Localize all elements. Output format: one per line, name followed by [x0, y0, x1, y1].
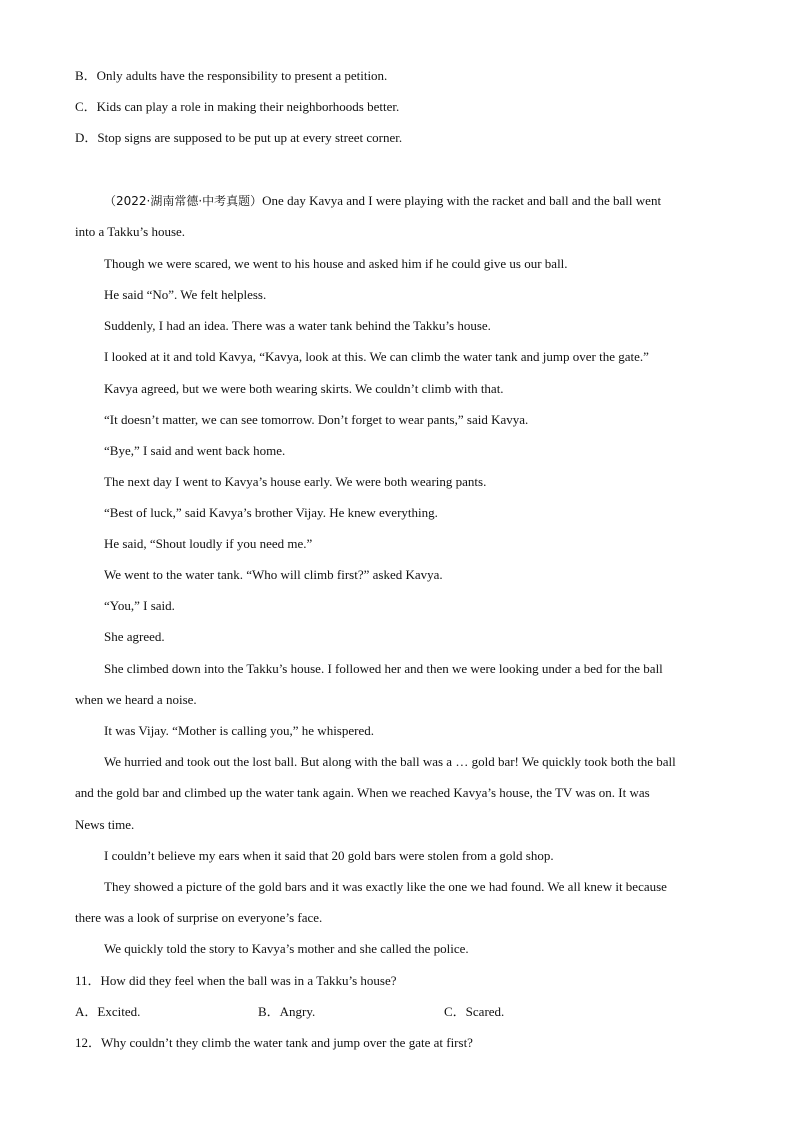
option-c-prev: C．Kids can play a role in making their neighborhoods better.: [75, 99, 400, 114]
paragraph: She climbed down into the Takku’s house. I followed her and then we were looking under a bed for the ball: [104, 661, 663, 676]
paragraph-cont: and the gold bar and climbed up the water tank again. When we reached Kavya’s house, the TV was on. It was: [75, 785, 650, 800]
question-11-option-c: C．Scared.: [444, 1004, 505, 1019]
paragraph: Though we were scared, we went to his house and asked him if he could give us our ball.: [104, 256, 568, 271]
paragraph: We quickly told the story to Kavya’s mother and she called the police.: [104, 941, 469, 956]
paragraph: We went to the water tank. “Who will climb first?” asked Kavya.: [104, 567, 443, 582]
paragraph: Kavya agreed, but we were both wearing skirts. We couldn’t climb with that.: [104, 381, 504, 396]
option-b-prev: B．Only adults have the responsibility to present a petition.: [75, 68, 388, 83]
paragraph: It was Vijay. “Mother is calling you,” he whispered.: [104, 723, 374, 738]
paragraph: “Bye,” I said and went back home.: [104, 443, 286, 458]
option-d-prev: D．Stop signs are supposed to be put up at every street corner.: [75, 130, 403, 145]
paragraph: “You,” I said.: [104, 598, 175, 613]
question-12-stem: 12．Why couldn’t they climb the water tank and jump over the gate at first?: [75, 1035, 473, 1050]
paragraph-cont: News time.: [75, 817, 135, 832]
paragraph: I couldn’t believe my ears when it said that 20 gold bars were stolen from a gold shop.: [104, 848, 554, 863]
paragraph: He said, “Shout loudly if you need me.”: [104, 536, 313, 551]
paragraph: I looked at it and told Kavya, “Kavya, look at this. We can climb the water tank and jump over the gate.”: [104, 349, 649, 364]
passage-first-line: [104, 193, 726, 209]
source-label: （2022·湖南常德·中考真题）: [104, 194, 263, 208]
paragraph: He said “No”. We felt helpless.: [104, 287, 267, 302]
paragraph: She agreed.: [104, 629, 165, 644]
paragraph: “It doesn’t matter, we can see tomorrow. Don’t forget to wear pants,” said Kavya.: [104, 412, 529, 427]
paragraph-cont: when we heard a noise.: [75, 692, 197, 707]
paragraph: The next day I went to Kavya’s house early. We were both wearing pants.: [104, 474, 487, 489]
paragraph: “Best of luck,” said Kavya’s brother Vijay. He knew everything.: [104, 505, 438, 520]
paragraph: Suddenly, I had an idea. There was a water tank behind the Takku’s house.: [104, 318, 491, 333]
passage-first-line-cont: into a Takku’s house.: [75, 224, 186, 239]
paragraph: They showed a picture of the gold bars and it was exactly like the one we had found. We all knew it because: [104, 879, 667, 894]
paragraph-cont: there was a look of surprise on everyone’s face.: [75, 910, 323, 925]
paragraph: We hurried and took out the lost ball. But along with the ball was a … gold bar! We quickly took both the ball: [104, 754, 676, 769]
question-11-stem: 11．How did they feel when the ball was in a Takku’s house?: [75, 973, 397, 988]
question-11-option-a: A．Excited.: [75, 1004, 141, 1019]
passage-first-line-text: One day Kavya and I were playing with the racket and ball and the ball went: [262, 193, 662, 208]
question-11-option-b: B．Angry.: [258, 1004, 316, 1019]
